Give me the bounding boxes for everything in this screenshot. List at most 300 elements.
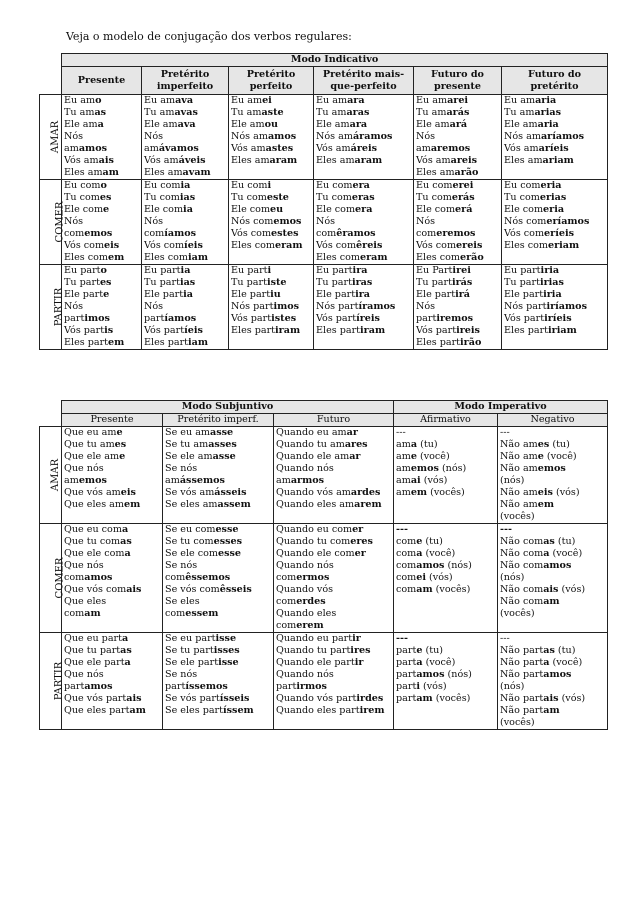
- verb-row-amar: [40, 427, 608, 524]
- stem-text: Eles am: [316, 155, 355, 166]
- ending-text: em: [410, 487, 428, 498]
- pronoun-text: (tu): [549, 439, 570, 450]
- ending-text: isse: [218, 657, 239, 668]
- ending-text: iremos: [436, 313, 474, 324]
- stem-text: com: [316, 228, 337, 239]
- conjugation-line: [64, 289, 139, 301]
- conjugation-line: [396, 451, 495, 463]
- conjugation-line: [504, 313, 605, 325]
- ending-text: isses: [213, 645, 240, 656]
- conjugation-cell: [314, 265, 414, 350]
- ending-text: emos: [84, 228, 113, 239]
- conjugation-cell: [62, 95, 142, 180]
- ending-text: erias: [539, 192, 567, 203]
- stem-text: com: [276, 620, 297, 631]
- conjugation-line: [165, 524, 271, 536]
- verb-row-partir: [40, 265, 608, 350]
- conjugation-line: [165, 608, 271, 620]
- ending-text: ais: [543, 584, 559, 595]
- ending-text: es: [537, 439, 550, 450]
- conjugation-line: [396, 487, 495, 499]
- conjugation-line: [504, 289, 605, 301]
- ending-text: am: [129, 705, 146, 716]
- conjugation-line: [144, 216, 226, 228]
- conjugation-line: [316, 155, 411, 167]
- stem-text: Se vós am: [165, 487, 215, 498]
- ending-text: ia: [180, 265, 191, 276]
- ending-text: avam: [182, 167, 211, 178]
- conjugation-line: [416, 167, 499, 179]
- verb-label-text: AMAR: [50, 120, 62, 154]
- stem-text: Que vós com: [64, 584, 127, 595]
- stem-text: Eles am: [416, 167, 455, 178]
- conjugation-line: [64, 265, 139, 277]
- subj-header-futuro: Futuro: [274, 414, 394, 427]
- ending-text: es: [114, 439, 127, 450]
- stem-text: Nós: [316, 216, 336, 227]
- ending-text: ares: [344, 439, 368, 450]
- conjugation-line: [165, 657, 271, 669]
- stem-text: Que ele am: [64, 451, 120, 462]
- conjugation-line: [165, 487, 271, 499]
- ending-text: e: [416, 536, 423, 547]
- conjugation-cell: [62, 180, 142, 265]
- stem-text: Eles am: [64, 167, 103, 178]
- verb-label-text: COMER: [54, 557, 66, 599]
- conjugation-line: [165, 499, 271, 511]
- stem-text: part: [276, 681, 297, 692]
- conjugation-line: [64, 252, 139, 264]
- conjugation-line: [500, 633, 605, 645]
- ending-text: amos: [78, 143, 107, 154]
- stem-text: com: [396, 560, 417, 571]
- conjugation-cell: [498, 524, 608, 633]
- ending-text: astes: [265, 143, 294, 154]
- conjugation-line: [500, 608, 605, 620]
- conjugation-line: [500, 669, 605, 681]
- conjugation-cell: [394, 524, 498, 633]
- conjugation-line: [316, 277, 411, 289]
- conjugation-line: [276, 608, 391, 620]
- stem-text: com: [165, 608, 186, 619]
- subjuntivo-imperativo-table: [39, 400, 608, 730]
- conjugation-line: [500, 657, 605, 669]
- conjugation-line: [231, 95, 311, 107]
- conjugation-line: [316, 119, 411, 131]
- conjugation-line: [316, 240, 411, 252]
- stem-text: Ele am: [416, 119, 450, 130]
- ending-text: erás: [451, 192, 475, 203]
- stem-text: Que vós part: [64, 693, 127, 704]
- conjugation-line: [64, 524, 160, 536]
- stem-text: am: [144, 143, 159, 154]
- conjugation-line: [144, 240, 226, 252]
- ending-text: ássemos: [179, 475, 225, 486]
- stem-text: Vós part: [316, 313, 357, 324]
- ind-header-presente: Presente: [62, 67, 142, 95]
- stem-text: Vós am: [316, 143, 351, 154]
- stem-text: Nós: [144, 131, 164, 142]
- stem-text: Eu part: [316, 265, 353, 276]
- conjugation-line: [500, 511, 605, 523]
- conjugation-line: [144, 95, 226, 107]
- conjugation-line: [396, 463, 495, 475]
- stem-text: Nós: [416, 216, 436, 227]
- ending-text: eria: [540, 180, 562, 191]
- stem-text: Nós com: [231, 216, 274, 227]
- stem-text: Vós com: [316, 240, 357, 251]
- ending-text: assem: [217, 499, 251, 510]
- conjugation-cell: [414, 95, 502, 180]
- conjugation-line: [231, 107, 311, 119]
- ending-text: ariam: [542, 155, 574, 166]
- conjugation-line: [64, 131, 139, 143]
- stem-text: part: [144, 313, 165, 324]
- verb-label: [40, 524, 66, 633]
- conjugation-line: [316, 192, 411, 204]
- ending-text: eis: [537, 487, 553, 498]
- stem-text: Ele am: [231, 119, 265, 130]
- ending-text: erão: [459, 252, 484, 263]
- conjugation-cell: [498, 633, 608, 730]
- ending-text: amos: [416, 560, 445, 571]
- conjugation-line: [416, 131, 499, 143]
- conjugation-line: [64, 584, 160, 596]
- stem-text: Ele part: [316, 289, 356, 300]
- ending-text: ais: [543, 693, 559, 704]
- ending-text: ia: [180, 180, 191, 191]
- stem-text: com: [276, 572, 297, 583]
- stem-text: Eu com: [144, 180, 181, 191]
- conjugation-line: [504, 155, 605, 167]
- ending-text: essem: [185, 608, 219, 619]
- stem-text: Nós am: [316, 131, 353, 142]
- conjugation-line: [276, 645, 391, 657]
- conjugation-line: [416, 119, 499, 131]
- stem-text: Quando eu com: [276, 524, 353, 535]
- stem-text: Ele part: [231, 289, 271, 300]
- ending-text: ais: [126, 693, 142, 704]
- ending-text: imos: [84, 313, 110, 324]
- ending-text: as: [120, 536, 132, 547]
- ending-text: asse: [210, 427, 234, 438]
- pronoun-text: (tu): [417, 439, 438, 450]
- conjugation-line: [165, 584, 271, 596]
- ending-text: iríeis: [544, 313, 572, 324]
- conjugation-line: [64, 633, 160, 645]
- ending-text: esse: [218, 548, 242, 559]
- stem-text: Se eles: [165, 596, 200, 607]
- stem-text: Ele part: [504, 289, 544, 300]
- ending-text: as: [543, 536, 555, 547]
- ending-text: aria: [537, 119, 559, 130]
- ending-text: aria: [535, 95, 557, 106]
- conjugation-line: [64, 451, 160, 463]
- conjugation-line: [231, 240, 311, 252]
- stem-text: (vocês): [500, 717, 535, 728]
- ending-text: em: [108, 337, 125, 348]
- ending-text: irão: [460, 337, 482, 348]
- conjugation-line: [396, 669, 495, 681]
- stem-text: (vocês): [500, 511, 535, 522]
- ind-header-futuro-presente: Futuro do presente: [414, 67, 502, 95]
- conjugation-line: [276, 475, 391, 487]
- stem-text: Eu am: [504, 95, 536, 106]
- stem-text: Quando nós: [276, 560, 334, 571]
- stem-text: Quando ele am: [276, 451, 350, 462]
- stem-text: Ele com: [316, 204, 356, 215]
- conjugation-line: [64, 475, 160, 487]
- conjugation-line: [165, 596, 271, 608]
- stem-text: Tu com: [316, 192, 352, 203]
- ending-text: o: [100, 265, 107, 276]
- conjugation-line: [144, 277, 226, 289]
- stem-text: Eu am: [144, 95, 176, 106]
- conjugation-line: [396, 633, 495, 645]
- ending-text: ireis: [456, 325, 480, 336]
- stem-text: Não part: [500, 657, 544, 668]
- stem-text: ---: [500, 427, 510, 438]
- conjugation-line: [396, 439, 495, 451]
- ending-text: areis: [450, 155, 478, 166]
- ending-text: irás: [451, 277, 473, 288]
- conjugation-line: [504, 240, 605, 252]
- verb-label-text: AMAR: [50, 458, 62, 492]
- conjugation-line: [500, 427, 605, 439]
- stem-text: Tu part: [416, 277, 452, 288]
- ind-header-futuro-preterito: Futuro do pretérito: [502, 67, 608, 95]
- stem-text: Quando nós: [276, 463, 334, 474]
- pronoun-text: (vós): [420, 475, 448, 486]
- stem-text: Eu com: [416, 180, 453, 191]
- ending-text: ara: [349, 119, 368, 130]
- conjugation-line: [231, 131, 311, 143]
- conjugation-line: [396, 584, 495, 596]
- ind-header-mais-que-perfeito: Pretérito mais-que-perfeito: [314, 67, 414, 95]
- conjugation-line: [165, 705, 271, 717]
- stem-text: am: [396, 475, 411, 486]
- ending-text: a: [543, 657, 550, 668]
- stem-text: com: [416, 228, 437, 239]
- ending-text: aste: [261, 107, 284, 118]
- ending-text: era: [355, 204, 373, 215]
- conjugation-line: [64, 155, 139, 167]
- stem-text: com: [165, 572, 186, 583]
- stem-text: Que eu com: [64, 524, 122, 535]
- stem-text: Nós: [64, 216, 84, 227]
- ending-text: erei: [452, 180, 474, 191]
- stem-text: com: [64, 572, 85, 583]
- pronoun-text: (você): [416, 451, 450, 462]
- stem-text: Eles am: [231, 155, 270, 166]
- verb-label: [40, 265, 65, 350]
- stem-text: Tu part: [64, 277, 100, 288]
- ending-text: ---: [396, 633, 408, 644]
- ending-text: eriam: [547, 240, 580, 251]
- ending-text: irias: [539, 277, 564, 288]
- conjugation-line: [165, 536, 271, 548]
- stem-text: am: [276, 475, 291, 486]
- conjugation-cell: [502, 180, 608, 265]
- conjugation-line: [64, 657, 160, 669]
- ending-text: esse: [215, 524, 239, 535]
- stem-text: Nós part: [316, 301, 359, 312]
- conjugation-line: [500, 681, 605, 693]
- ending-text: isse: [215, 633, 237, 644]
- pronoun-text: (vocês): [432, 584, 471, 595]
- ending-text: istes: [271, 313, 297, 324]
- ending-text: avas: [174, 107, 198, 118]
- stem-text: Quando eu am: [276, 427, 347, 438]
- stem-text: Se tu am: [165, 439, 209, 450]
- conjugation-line: [504, 277, 605, 289]
- ending-text: i: [416, 681, 420, 692]
- stem-text: Vós part: [416, 325, 457, 336]
- conjugation-line: [316, 143, 411, 155]
- conjugation-line: [276, 693, 391, 705]
- conjugation-cell: [502, 95, 608, 180]
- conjugation-cell: [62, 427, 163, 524]
- ending-text: e: [119, 451, 126, 462]
- stem-text: Não part: [500, 705, 544, 716]
- conjugation-line: [416, 95, 499, 107]
- ending-text: ísseis: [219, 693, 250, 704]
- stem-text: part: [165, 681, 186, 692]
- conjugation-cell: [229, 180, 314, 265]
- ending-text: o: [100, 180, 107, 191]
- ending-text: es: [99, 277, 112, 288]
- conjugation-line: [276, 633, 391, 645]
- conjugation-line: [500, 475, 605, 487]
- conjugation-line: [231, 119, 311, 131]
- ending-text: erem: [296, 620, 324, 631]
- ending-text: ar: [346, 427, 358, 438]
- stem-text: Que eles am: [64, 499, 124, 510]
- conjugation-line: [276, 657, 391, 669]
- conjugation-line: [64, 240, 139, 252]
- verb-label-text: PARTIR: [53, 287, 65, 327]
- conjugation-cell: [274, 427, 394, 524]
- conjugation-line: [416, 228, 499, 240]
- conjugation-line: [165, 669, 271, 681]
- stem-text: Que tu com: [64, 536, 121, 547]
- ending-text: íeis: [184, 325, 203, 336]
- conjugation-line: [416, 180, 499, 192]
- conjugation-line: [500, 548, 605, 560]
- conjugation-line: [165, 560, 271, 572]
- ending-text: asse: [212, 451, 236, 462]
- conjugation-line: [276, 620, 391, 632]
- ending-text: as: [543, 645, 555, 656]
- conjugation-cell: [163, 633, 274, 730]
- conjugation-line: [276, 584, 391, 596]
- conjugation-line: [231, 325, 311, 337]
- conjugation-cell: [142, 95, 229, 180]
- stem-text: Não am: [500, 499, 538, 510]
- subjuntivo-title: Modo Subjuntivo: [62, 401, 394, 414]
- stem-text: Nós: [144, 301, 164, 312]
- stem-text: Quando tu part: [276, 645, 351, 656]
- stem-text: com: [396, 548, 417, 559]
- ending-text: íramos: [358, 301, 396, 312]
- conjugation-line: [316, 228, 411, 240]
- ending-text: a: [97, 119, 104, 130]
- stem-text: Que tu part: [64, 645, 121, 656]
- conjugation-line: [416, 325, 499, 337]
- conjugation-line: [504, 228, 605, 240]
- stem-text: am: [416, 143, 431, 154]
- conjugation-line: [504, 95, 605, 107]
- stem-text: Nós: [416, 131, 436, 142]
- stem-text: Ele am: [316, 119, 350, 130]
- ending-text: imos: [273, 301, 300, 312]
- conjugation-line: [500, 584, 605, 596]
- pronoun-text: (tu): [554, 645, 576, 656]
- ending-text: am: [102, 167, 119, 178]
- stem-text: Nós part: [231, 301, 274, 312]
- ending-text: ardes: [350, 487, 381, 498]
- stem-text: Se ele am: [165, 451, 213, 462]
- stem-text: Não com: [500, 548, 544, 559]
- stem-text: Que nós: [64, 669, 104, 680]
- conjugation-line: [396, 657, 495, 669]
- ending-text: eu: [270, 204, 284, 215]
- ending-text: amos: [84, 681, 113, 692]
- stem-text: Vós com: [64, 240, 105, 251]
- conjugation-line: [144, 313, 226, 325]
- ending-text: iram: [275, 325, 301, 336]
- conjugation-line: [231, 216, 311, 228]
- stem-text: Eu am: [231, 95, 263, 106]
- ending-text: a: [124, 548, 131, 559]
- ending-text: am: [543, 705, 560, 716]
- conjugation-line: [500, 645, 605, 657]
- ending-text: aríamos: [540, 131, 585, 142]
- stem-text: Não am: [500, 463, 538, 474]
- stem-text: Eu com: [316, 180, 353, 191]
- conjugation-line: [276, 705, 391, 717]
- conjugation-line: [500, 705, 605, 717]
- ending-text: íreis: [356, 313, 380, 324]
- ending-text: em: [123, 499, 141, 510]
- conjugation-line: [500, 499, 605, 511]
- indicativo-table: [39, 53, 608, 350]
- ending-text: a: [121, 524, 129, 535]
- stem-text: Eles com: [231, 240, 275, 251]
- stem-text: Ele part: [64, 289, 104, 300]
- conjugation-line: [276, 681, 391, 693]
- stem-text: Ele part: [144, 289, 184, 300]
- stem-text: Eles am: [144, 167, 183, 178]
- conjugation-line: [396, 548, 495, 560]
- ending-text: o: [95, 95, 102, 106]
- ending-text: amos: [84, 572, 113, 583]
- conjugation-line: [144, 119, 226, 131]
- stem-text: part: [396, 693, 417, 704]
- stem-text: ---: [500, 633, 510, 644]
- conjugation-cell: [62, 265, 142, 350]
- conjugation-line: [231, 289, 311, 301]
- conjugation-line: [316, 107, 411, 119]
- stem-text: Tu am: [144, 107, 175, 118]
- conjugation-line: [64, 313, 139, 325]
- conjugation-line: [504, 119, 605, 131]
- stem-text: Tu am: [416, 107, 447, 118]
- conjugation-line: [144, 289, 226, 301]
- stem-text: Quando ele com: [276, 548, 355, 559]
- conjugation-line: [231, 301, 311, 313]
- conjugation-line: [500, 596, 605, 608]
